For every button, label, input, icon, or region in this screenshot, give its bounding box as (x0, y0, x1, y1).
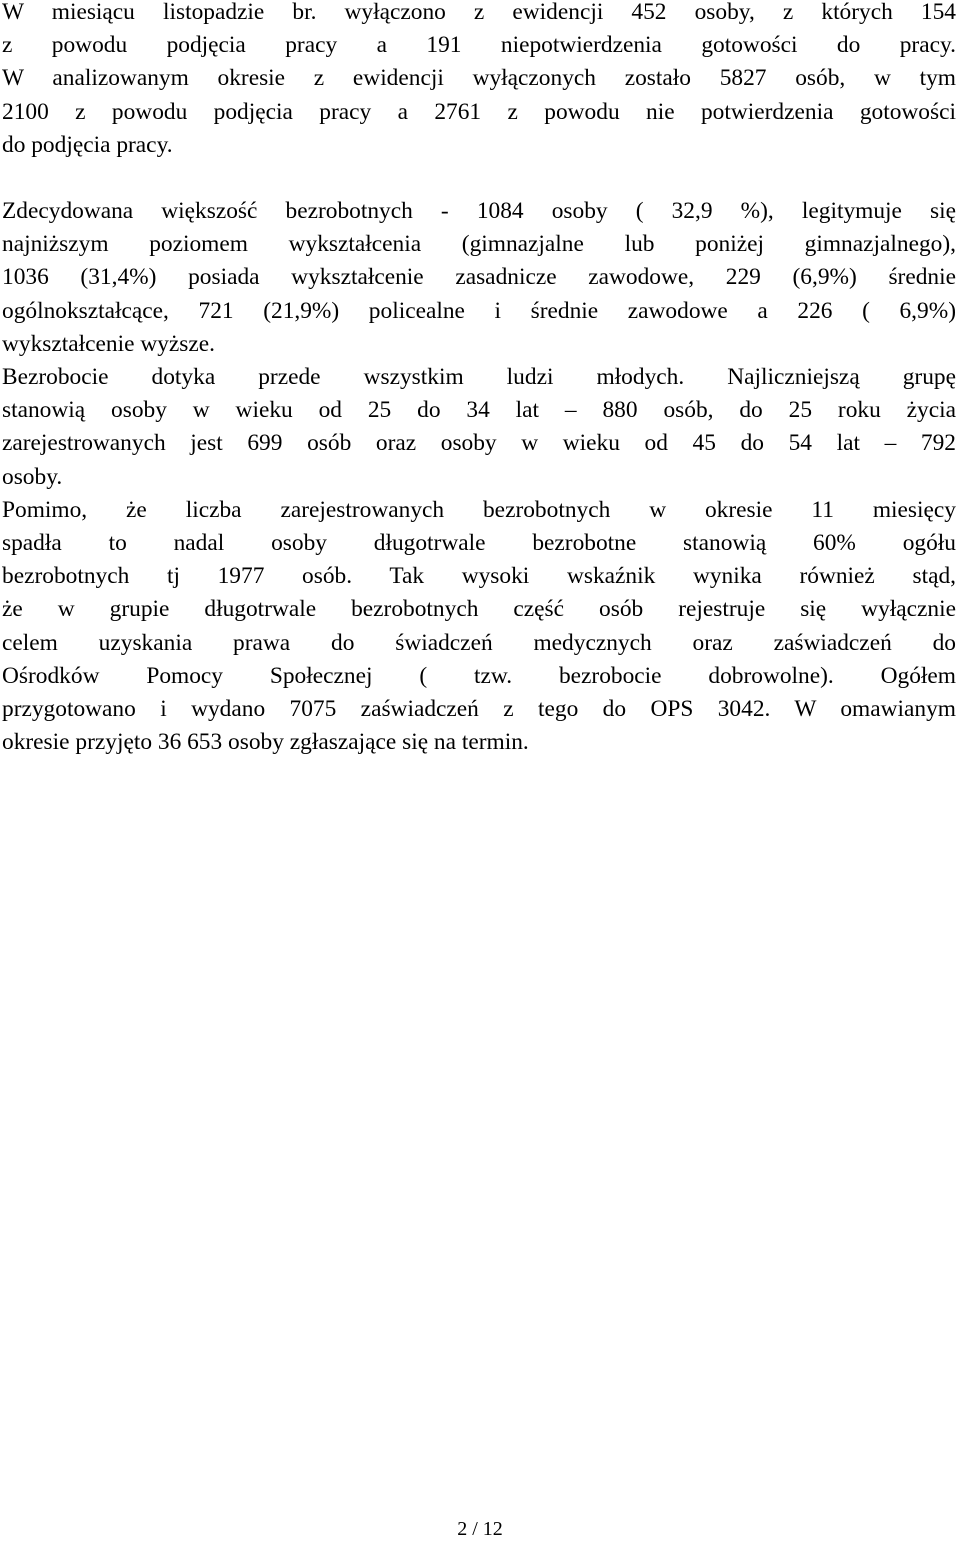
text-line: 2100 z powodu podjęcia pracy a 2761 z powodu nie potwierdzenia gotowości (2, 98, 956, 125)
text-line: spadła to nadal osoby długotrwale bezrobotne stanowią 60% ogółu (2, 530, 956, 557)
text-line: W analizowanym okresie z ewidencji wyłączonych zostało 5827 osób, w tym (2, 65, 956, 92)
text-line: 1036 (31,4%) posiada wykształcenie zasadnicze zawodowe, 229 (6,9%) średnie (2, 264, 956, 291)
paragraph-deregistration (2, 0, 956, 162)
text-line: że w grupie długotrwale bezrobotnych część osób rejestruje się wyłącznie (2, 596, 956, 623)
paragraph-education-age (2, 195, 956, 759)
text-line: wykształcenie wyższe. (2, 330, 216, 357)
text-line: Ośrodków Pomocy Społecznej ( tzw. bezrobocie dobrowolne). Ogółem (2, 662, 956, 689)
text-line: bezrobotnych tj 1977 osób. Tak wysoki wskaźnik wynika również stąd, (2, 563, 956, 590)
text-line: ogólnokształcące, 721 (21,9%) policealne i średnie zawodowe a 226 ( 6,9%) (2, 297, 956, 324)
page-number: 2 / 12 (457, 1518, 503, 1540)
text-line: celem uzyskania prawa do świadczeń medycznych oraz zaświadczeń do (2, 629, 956, 656)
text-line: z powodu podjęcia pracy a 191 niepotwierdzenia gotowości do pracy. (2, 32, 956, 59)
text-line: stanowią osoby w wieku od 25 do 34 lat – 880 osób, do 25 roku życia (2, 397, 956, 424)
text-line: zarejestrowanych jest 699 osób oraz osoby w wieku od 45 do 54 lat – 792 (2, 430, 956, 457)
text-line: najniższym poziomem wykształcenia (gimnazjalne lub poniżej gimnazjalnego), (2, 231, 956, 258)
text-line: do podjęcia pracy. (2, 131, 173, 158)
text-line: W miesiącu listopadzie br. wyłączono z ewidencji 452 osoby, z których 154 (2, 0, 956, 25)
text-line: przygotowano i wydano 7075 zaświadczeń z tego do OPS 3042. W omawianym (2, 696, 956, 723)
text-line: osoby. (2, 463, 63, 490)
text-line: Zdecydowana większość bezrobotnych - 1084 osoby ( 32,9 %), legitymuje się (2, 198, 956, 224)
text-line: okresie przyjęto 36 653 osoby zgłaszające się na termin. (2, 729, 529, 756)
text-line: Bezrobocie dotyka przede wszystkim ludzi młodych. Najliczniejszą grupę (2, 364, 956, 391)
text-line: Pomimo, że liczba zarejestrowanych bezrobotnych w okresie 11 miesięcy (2, 496, 956, 523)
